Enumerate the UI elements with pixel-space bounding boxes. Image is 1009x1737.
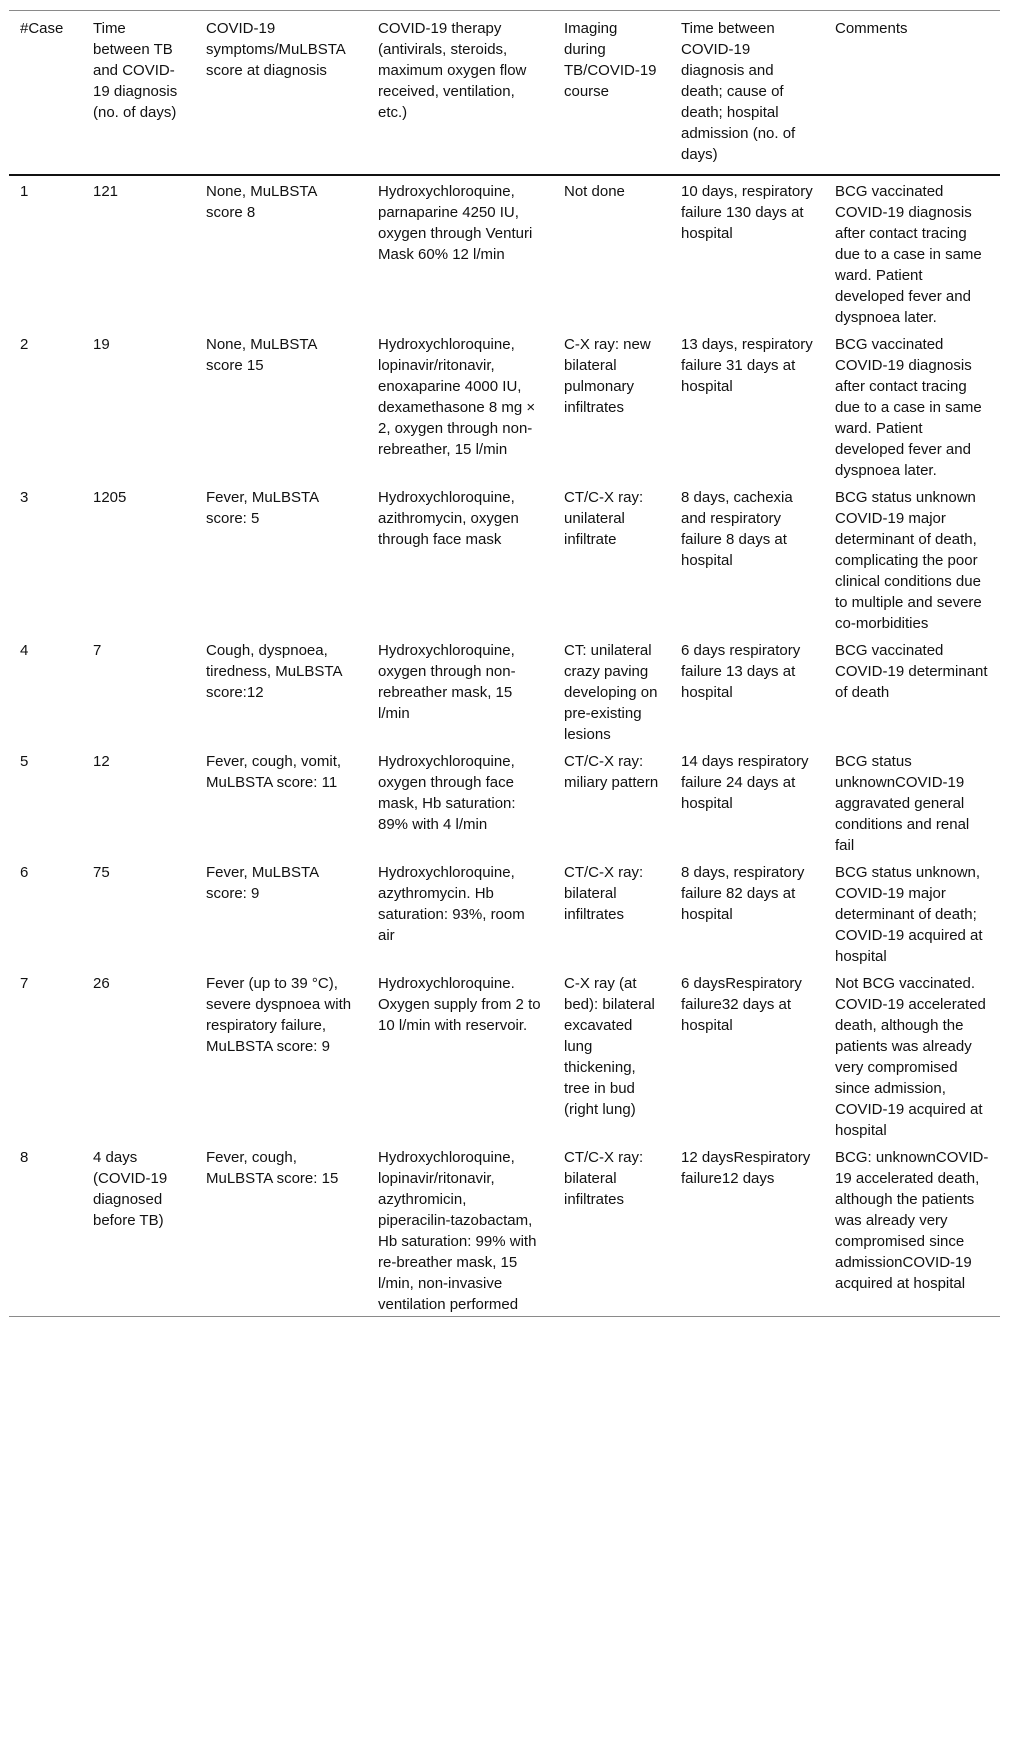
cell-death: 6 daysRespiratory failure32 days at hospital	[681, 975, 802, 1034]
cell-case: 2	[20, 336, 29, 353]
cell-death: 14 days respiratory failure 24 days at hospital	[681, 753, 809, 812]
cell-comments: Not BCG vaccinated. COVID-19 accelerated death, although the patients was already very compromised since admission, COVID-19 acquired at hospital	[835, 975, 986, 1139]
cell-case: 8	[20, 1149, 29, 1166]
cell-therapy: Hydroxychloroquine, lopinavir/ritonavir, enoxaparine 4000 IU, dexamethasone 8 mg × 2, oxygen through non-rebreather, 15 l/min	[378, 336, 536, 458]
cell-death: 13 days, respiratory failure 31 days at hospital	[681, 336, 813, 395]
table-row	[9, 1142, 1000, 1317]
table-row	[9, 635, 1000, 746]
case-table	[9, 10, 1000, 1317]
cell-therapy: Hydroxychloroquine, parnaparine 4250 IU, oxygen through Venturi Mask 60% 12 l/min	[378, 183, 533, 263]
cell-therapy: Hydroxychloroquine. Oxygen supply from 2 to 10 l/min with reservoir.	[378, 975, 541, 1034]
cell-imaging: Not done	[564, 183, 625, 200]
cell-comments: BCG status unknown, COVID-19 major determinant of death; COVID-19 acquired at hospital	[835, 864, 983, 965]
col-header-case: #Case	[20, 20, 64, 37]
col-header-imaging: Imaging during TB/COVID-19 course	[564, 20, 657, 100]
cell-symptoms: None, MuLBSTA score 8	[206, 183, 317, 221]
cell-time: 121	[93, 183, 119, 200]
cell-time: 19	[93, 336, 110, 353]
cell-death: 10 days, respiratory failure 130 days at hospital	[681, 183, 813, 242]
cell-imaging: CT/C-X ray: miliary pattern	[564, 753, 659, 791]
table-row	[9, 968, 1000, 1142]
cell-time: 75	[93, 864, 110, 881]
cell-case: 4	[20, 642, 29, 659]
cell-case: 5	[20, 753, 29, 770]
cell-therapy: Hydroxychloroquine, azithromycin, oxygen through face mask	[378, 489, 519, 548]
cell-imaging: CT: unilateral crazy paving developing on pre-existing lesions	[564, 642, 658, 743]
col-header-death: Time between COVID-19 diagnosis and death; cause of death; hospital admission (no. of days)	[681, 20, 796, 163]
cell-comments: BCG: unknownCOVID-19 accelerated death, although the patients was already very compromised since admissionCOVID-19 acquired at hospital	[835, 1149, 989, 1292]
cell-comments: BCG vaccinated COVID-19 diagnosis after contact tracing due to a case in same ward. Patient developed fever and dyspnoea later.	[835, 183, 982, 326]
cell-therapy: Hydroxychloroquine, lopinavir/ritonavir, azythromicin, piperacilin-tazobactam, Hb saturation: 99% with re-breather mask, 15 l/min, non-invasive ventilation performed	[378, 1149, 537, 1313]
cell-time: 26	[93, 975, 110, 992]
cell-therapy: Hydroxychloroquine, oxygen through face mask, Hb saturation: 89% with 4 l/min	[378, 753, 516, 833]
cell-case: 3	[20, 489, 29, 506]
table-body	[9, 175, 1000, 1317]
cell-time: 1205	[93, 489, 127, 506]
cell-time: 12	[93, 753, 110, 770]
col-header-comments: Comments	[835, 20, 908, 37]
cell-death: 8 days, respiratory failure 82 days at hospital	[681, 864, 805, 923]
col-header-time-tb-covid: Time between TB and COVID-19 diagnosis (no. of days)	[93, 20, 178, 121]
cell-imaging: CT/C-X ray: bilateral infiltrates	[564, 864, 644, 923]
cell-time: 4 days (COVID-19 diagnosed before TB)	[93, 1149, 168, 1229]
cell-comments: BCG status unknown COVID-19 major determinant of death, complicating the poor clinical conditions due to multiple and severe co-morbidities	[835, 489, 982, 632]
cell-symptoms: Cough, dyspnoea, tiredness, MuLBSTA score:12	[206, 642, 342, 701]
cell-death: 6 days respiratory failure 13 days at hospital	[681, 642, 801, 701]
cell-symptoms: Fever (up to 39 °C), severe dyspnoea with respiratory failure, MuLBSTA score: 9	[206, 975, 352, 1055]
cell-symptoms: Fever, MuLBSTA score: 5	[206, 489, 319, 527]
cell-case: 1	[20, 183, 29, 200]
header-row	[9, 11, 1000, 176]
cell-symptoms: Fever, cough, vomit, MuLBSTA score: 11	[206, 753, 342, 791]
table-row	[9, 857, 1000, 968]
table-row	[9, 175, 1000, 329]
col-header-symptoms: COVID-19 symptoms/MuLBSTA score at diagnosis	[206, 20, 345, 79]
cell-symptoms: None, MuLBSTA score 15	[206, 336, 317, 374]
table-row	[9, 482, 1000, 635]
cell-imaging: CT/C-X ray: unilateral infiltrate	[564, 489, 644, 548]
cell-case: 7	[20, 975, 29, 992]
col-header-therapy: COVID-19 therapy (antivirals, steroids, maximum oxygen flow received, ventilation, etc.)	[378, 20, 527, 121]
cell-symptoms: Fever, cough, MuLBSTA score: 15	[206, 1149, 339, 1187]
cell-comments: BCG status unknownCOVID-19 aggravated general conditions and renal fail	[835, 753, 970, 854]
cell-imaging: C-X ray (at bed): bilateral excavated lung thickening, tree in bud (right lung)	[564, 975, 655, 1118]
cell-death: 8 days, cachexia and respiratory failure 8 days at hospital	[681, 489, 793, 569]
table-row	[9, 329, 1000, 482]
cell-comments: BCG vaccinated COVID-19 determinant of death	[835, 642, 988, 701]
table-header	[9, 11, 1000, 176]
cell-imaging: C-X ray: new bilateral pulmonary infiltrates	[564, 336, 651, 416]
cell-symptoms: Fever, MuLBSTA score: 9	[206, 864, 319, 902]
cell-therapy: Hydroxychloroquine, azythromycin. Hb saturation: 93%, room air	[378, 864, 525, 944]
table-row	[9, 746, 1000, 857]
cell-case: 6	[20, 864, 29, 881]
cell-therapy: Hydroxychloroquine, oxygen through non-rebreather mask, 15 l/min	[378, 642, 516, 722]
cell-death: 12 daysRespiratory failure12 days	[681, 1149, 811, 1187]
cell-time: 7	[93, 642, 102, 659]
cell-imaging: CT/C-X ray: bilateral infiltrates	[564, 1149, 644, 1208]
cell-comments: BCG vaccinated COVID-19 diagnosis after contact tracing due to a case in same ward. Patient developed fever and dyspnoea later.	[835, 336, 982, 479]
